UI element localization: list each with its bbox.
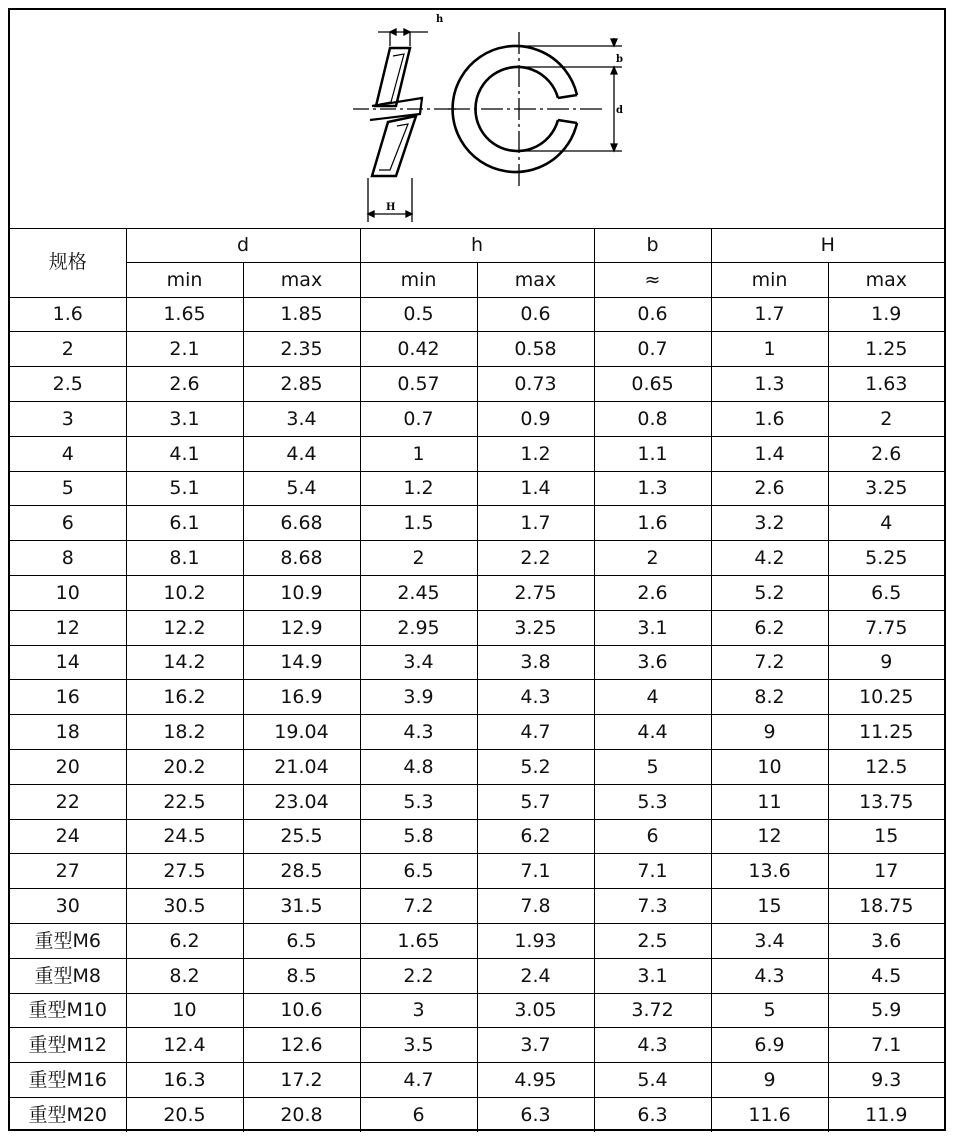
value-cell: 6.5 [360,854,477,889]
value-cell: 9 [711,1063,828,1098]
value-cell: 10.6 [243,993,360,1028]
value-cell: 10.9 [243,575,360,610]
value-cell: 22.5 [126,784,243,819]
value-cell: 12 [711,819,828,854]
value-cell: 1.2 [477,436,594,471]
value-cell: 3.7 [477,1028,594,1063]
value-cell: 3.1 [594,958,711,993]
value-cell: 15 [828,819,944,854]
value-cell: 3 [360,993,477,1028]
value-cell: 6.5 [243,923,360,958]
value-cell: 8.5 [243,958,360,993]
value-cell: 4.4 [594,715,711,750]
value-cell: 1.7 [477,506,594,541]
header-row-groups [10,228,944,262]
table-row [10,889,944,924]
label-h: h [436,14,444,25]
value-cell: 14.2 [126,645,243,680]
value-cell: 2.6 [594,575,711,610]
spec-cell: 重型M20 [10,1097,126,1131]
value-cell: 20.8 [243,1097,360,1131]
table-row [10,958,944,993]
value-cell: 19.04 [243,715,360,750]
spec-cell: 14 [10,645,126,680]
table-row [10,749,944,784]
spring-washer-table [10,228,944,1132]
spec-cell: 2 [10,332,126,367]
group-header-h: h [360,228,594,262]
value-cell: 8.2 [711,680,828,715]
value-cell: 31.5 [243,889,360,924]
value-cell: 4.95 [477,1063,594,1098]
spec-cell: 重型M6 [10,923,126,958]
value-cell: 4 [594,680,711,715]
table-row [10,993,944,1028]
value-cell: 3.25 [828,471,944,506]
value-cell: 5.7 [477,784,594,819]
spec-cell: 重型M16 [10,1063,126,1098]
value-cell: 2.2 [477,541,594,576]
value-cell: 13.75 [828,784,944,819]
value-cell: 3.4 [243,401,360,436]
value-cell: 21.04 [243,749,360,784]
value-cell: 10.25 [828,680,944,715]
value-cell: 2.35 [243,332,360,367]
table-row [10,680,944,715]
value-cell: 4.4 [243,436,360,471]
value-cell: 1.85 [243,297,360,332]
label-H: H [386,202,396,213]
value-cell: 7.3 [594,889,711,924]
value-cell: 14.9 [243,645,360,680]
value-cell: 18.75 [828,889,944,924]
value-cell: 18.2 [126,715,243,750]
label-d: d [616,105,623,116]
spec-cell: 2.5 [10,367,126,402]
washer-side-view [353,29,456,222]
value-cell: 2.5 [594,923,711,958]
table-row [10,923,944,958]
table-row [10,1097,944,1131]
spec-cell: 30 [10,889,126,924]
value-cell: 9.3 [828,1063,944,1098]
value-cell: 25.5 [243,819,360,854]
value-cell: 2 [360,541,477,576]
spec-cell: 重型M12 [10,1028,126,1063]
value-cell: 6.68 [243,506,360,541]
value-cell: 1.6 [594,506,711,541]
value-cell: 3.9 [360,680,477,715]
value-cell: 1.4 [477,471,594,506]
subheader-H-min: min [711,262,828,297]
value-cell: 1.6 [711,401,828,436]
value-cell: 4.2 [711,541,828,576]
washer-diagram [10,10,944,229]
table-row [10,819,944,854]
table-row [10,332,944,367]
value-cell: 4 [828,506,944,541]
table-row [10,784,944,819]
value-cell: 11.6 [711,1097,828,1131]
value-cell: 7.2 [711,645,828,680]
value-cell: 16.9 [243,680,360,715]
spring-washer-drawing [10,10,944,228]
value-cell: 7.1 [477,854,594,889]
value-cell: 5.1 [126,471,243,506]
value-cell: 11 [711,784,828,819]
table-row [10,610,944,645]
value-cell: 20.2 [126,749,243,784]
value-cell: 16.3 [126,1063,243,1098]
group-header-d: d [126,228,360,262]
value-cell: 9 [828,645,944,680]
value-cell: 28.5 [243,854,360,889]
value-cell: 17 [828,854,944,889]
spec-cell: 重型M10 [10,993,126,1028]
value-cell: 5 [711,993,828,1028]
table-body [10,297,944,1132]
spec-cell: 24 [10,819,126,854]
group-header-b: b [594,228,711,262]
value-cell: 2 [594,541,711,576]
value-cell: 12.5 [828,749,944,784]
value-cell: 3.5 [360,1028,477,1063]
value-cell: 0.7 [360,401,477,436]
value-cell: 2.85 [243,367,360,402]
value-cell: 5.3 [360,784,477,819]
table-row [10,297,944,332]
value-cell: 6.3 [477,1097,594,1131]
table-row [10,471,944,506]
value-cell: 3.1 [594,610,711,645]
value-cell: 3.2 [711,506,828,541]
value-cell: 0.57 [360,367,477,402]
value-cell: 16.2 [126,680,243,715]
table-row [10,715,944,750]
value-cell: 0.5 [360,297,477,332]
value-cell: 2.95 [360,610,477,645]
value-cell: 5.3 [594,784,711,819]
value-cell: 20.5 [126,1097,243,1131]
value-cell: 4.3 [360,715,477,750]
value-cell: 7.2 [360,889,477,924]
value-cell: 3.4 [711,923,828,958]
value-cell: 7.8 [477,889,594,924]
value-cell: 5.8 [360,819,477,854]
value-cell: 30.5 [126,889,243,924]
spec-sheet [8,8,946,1131]
value-cell: 1.1 [594,436,711,471]
value-cell: 1.3 [711,367,828,402]
value-cell: 15 [711,889,828,924]
value-cell: 0.6 [477,297,594,332]
value-cell: 3.1 [126,401,243,436]
spec-cell: 27 [10,854,126,889]
value-cell: 5.25 [828,541,944,576]
table-row [10,1028,944,1063]
table-row [10,854,944,889]
value-cell: 17.2 [243,1063,360,1098]
value-cell: 6.9 [711,1028,828,1063]
value-cell: 5.4 [243,471,360,506]
subheader-h-min: min [360,262,477,297]
table-row [10,367,944,402]
spec-cell: 10 [10,575,126,610]
value-cell: 3.72 [594,993,711,1028]
value-cell: 3.4 [360,645,477,680]
value-cell: 1.7 [711,297,828,332]
value-cell: 11.25 [828,715,944,750]
subheader-b-approx: ≈ [594,262,711,297]
label-b: b [616,54,623,65]
value-cell: 1.3 [594,471,711,506]
value-cell: 1.25 [828,332,944,367]
subheader-d-min: min [126,262,243,297]
value-cell: 13.6 [711,854,828,889]
value-cell: 0.7 [594,332,711,367]
value-cell: 0.9 [477,401,594,436]
value-cell: 6.2 [711,610,828,645]
subheader-d-max: max [243,262,360,297]
value-cell: 4.3 [477,680,594,715]
spec-cell: 12 [10,610,126,645]
value-cell: 5.9 [828,993,944,1028]
value-cell: 1.63 [828,367,944,402]
value-cell: 0.42 [360,332,477,367]
spec-cell: 5 [10,471,126,506]
value-cell: 4.3 [594,1028,711,1063]
value-cell: 9 [711,715,828,750]
value-cell: 8.2 [126,958,243,993]
header-row-subheaders [10,262,944,297]
value-cell: 3.8 [477,645,594,680]
value-cell: 3.05 [477,993,594,1028]
washer-front-view [448,32,622,188]
value-cell: 24.5 [126,819,243,854]
value-cell: 10 [126,993,243,1028]
value-cell: 4.3 [711,958,828,993]
value-cell: 12.4 [126,1028,243,1063]
value-cell: 3.25 [477,610,594,645]
value-cell: 12.9 [243,610,360,645]
value-cell: 8.1 [126,541,243,576]
value-cell: 7.75 [828,610,944,645]
value-cell: 3.6 [828,923,944,958]
value-cell: 6.2 [477,819,594,854]
value-cell: 1.65 [360,923,477,958]
value-cell: 6.2 [126,923,243,958]
value-cell: 4.1 [126,436,243,471]
value-cell: 27.5 [126,854,243,889]
spec-cell: 3 [10,401,126,436]
table-row [10,575,944,610]
value-cell: 6 [594,819,711,854]
table-row [10,1063,944,1098]
value-cell: 4.5 [828,958,944,993]
value-cell: 1 [711,332,828,367]
value-cell: 6 [360,1097,477,1131]
value-cell: 2.4 [477,958,594,993]
value-cell: 12.2 [126,610,243,645]
value-cell: 2.6 [711,471,828,506]
value-cell: 7.1 [594,854,711,889]
value-cell: 10 [711,749,828,784]
table-row [10,506,944,541]
value-cell: 0.65 [594,367,711,402]
value-cell: 6.5 [828,575,944,610]
value-cell: 4.7 [360,1063,477,1098]
value-cell: 6.3 [594,1097,711,1131]
subheader-h-max: max [477,262,594,297]
value-cell: 2.2 [360,958,477,993]
spec-cell: 20 [10,749,126,784]
value-cell: 11.9 [828,1097,944,1131]
value-cell: 2.6 [126,367,243,402]
spec-cell: 6 [10,506,126,541]
value-cell: 1.2 [360,471,477,506]
spec-cell: 8 [10,541,126,576]
spec-cell: 22 [10,784,126,819]
table-row [10,541,944,576]
value-cell: 10.2 [126,575,243,610]
table-row [10,436,944,471]
value-cell: 2.45 [360,575,477,610]
value-cell: 1.9 [828,297,944,332]
value-cell: 7.1 [828,1028,944,1063]
value-cell: 2.1 [126,332,243,367]
value-cell: 1.5 [360,506,477,541]
subheader-H-max: max [828,262,944,297]
group-header-H: H [711,228,944,262]
table-row [10,401,944,436]
value-cell: 0.6 [594,297,711,332]
value-cell: 5 [594,749,711,784]
spec-cell: 18 [10,715,126,750]
spec-cell: 重型M8 [10,958,126,993]
value-cell: 0.8 [594,401,711,436]
value-cell: 1 [360,436,477,471]
spec-cell: 1.6 [10,297,126,332]
table-row [10,645,944,680]
value-cell: 5.2 [711,575,828,610]
value-cell: 2.75 [477,575,594,610]
value-cell: 0.58 [477,332,594,367]
value-cell: 6.1 [126,506,243,541]
value-cell: 0.73 [477,367,594,402]
value-cell: 1.4 [711,436,828,471]
value-cell: 8.68 [243,541,360,576]
value-cell: 2.6 [828,436,944,471]
value-cell: 4.7 [477,715,594,750]
value-cell: 2 [828,401,944,436]
value-cell: 1.93 [477,923,594,958]
value-cell: 5.2 [477,749,594,784]
value-cell: 5.4 [594,1063,711,1098]
spec-cell: 4 [10,436,126,471]
value-cell: 23.04 [243,784,360,819]
spec-header: 规格 [10,228,126,297]
value-cell: 3.6 [594,645,711,680]
value-cell: 12.6 [243,1028,360,1063]
value-cell: 1.65 [126,297,243,332]
spec-cell: 16 [10,680,126,715]
value-cell: 4.8 [360,749,477,784]
